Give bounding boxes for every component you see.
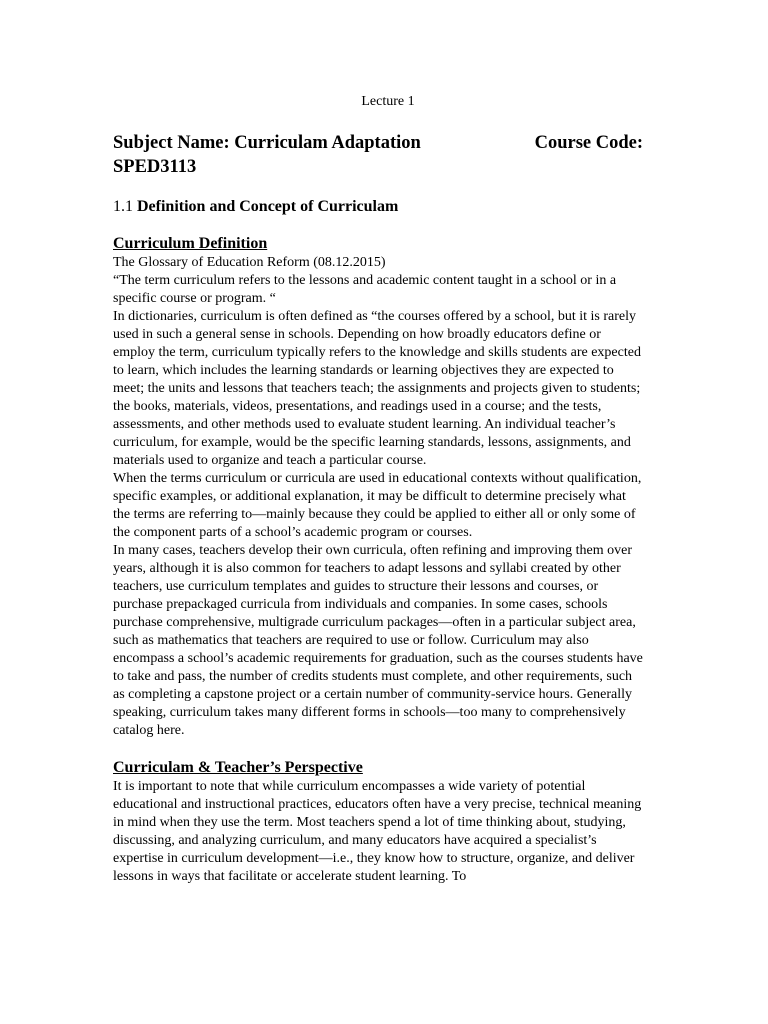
definition-paragraph: “The term curriculum refers to the lessons and academic content taught in a school or in a specific course or program. “	[113, 273, 617, 306]
section-heading	[113, 197, 643, 217]
subject-row	[113, 131, 643, 155]
definition-paragraph: When the terms curriculum or curricula are used in educational contexts without qualification, specific examples, or additional explanation, it may be difficult to determine precisely what the terms are referring to—mainly because they could be applied to either all or only some of the component parts of a school’s academic program or courses.	[113, 471, 642, 540]
course-code-label: Course Code:	[534, 133, 643, 153]
definition-paragraph: The Glossary of Education Reform (08.12.2015)	[113, 255, 386, 270]
document-page	[113, 93, 643, 886]
definition-heading: Curriculum Definition	[113, 235, 268, 252]
perspective-heading: Curriculam & Teacher’s Perspective	[113, 759, 363, 776]
perspective-paragraph: It is important to note that while curriculum encompasses a wide variety of potential educational and instructional practices, educators often have a very precise, technical meaning in mind when they use the term. Most teachers spend a lot of time thinking about, studying, discussing, and analyzing curriculum, and many educators have acquired a specialist’s expertise in curriculum development—i.e., they know how to structure, organize, and deliver lessons in ways that facilitate or accelerate student learning. To	[113, 779, 642, 884]
course-code: SPED3113	[113, 157, 197, 177]
definition-paragraph: In dictionaries, curriculum is often defined as “the courses offered by a school, but it is rarely used in such a general sense in schools. Depending on how broadly educators define or employ the term, curriculum typically refers to the knowledge and skills students are expected to learn, which includes the learning standards or learning objectives they are expected to meet; the units and lessons that teachers teach; the assignments and projects given to students; the books, materials, videos, presentations, and readings used in a course; and the tests, assessments, and other methods used to evaluate student learning. An individual teacher’s curriculum, for example, would be the specific learning standards, lessons, assignments, and materials used to organize and teach a particular course.	[113, 309, 641, 468]
lecture-label: Lecture 1	[361, 94, 415, 109]
definition-paragraph: In many cases, teachers develop their own curricula, often refining and improving them over years, although it is also common for teachers to adapt lessons and syllabi created by other teachers, use curriculum templates and guides to structure their lessons and courses, or purchase prepackaged curricula from individuals and companies. In some cases, schools purchase comprehensive, multigrade curriculum packages—often in a particular subject area, such as mathematics that teachers are required to use or follow. Curriculum may also encompass a school’s academic requirements for graduation, such as the courses students have to take and pass, the number of credits students must complete, and other requirements, such as completing a capstone project or a certain number of community-service hours. Generally speaking, curriculum takes many different forms in schools—too many to comprehensively catalog here.	[113, 543, 643, 738]
section-title: Definition and Concept of Curriculam	[137, 198, 399, 215]
subject-name: Subject Name: Curriculam Adaptation	[113, 133, 421, 153]
section-number: 1.1	[113, 198, 133, 215]
